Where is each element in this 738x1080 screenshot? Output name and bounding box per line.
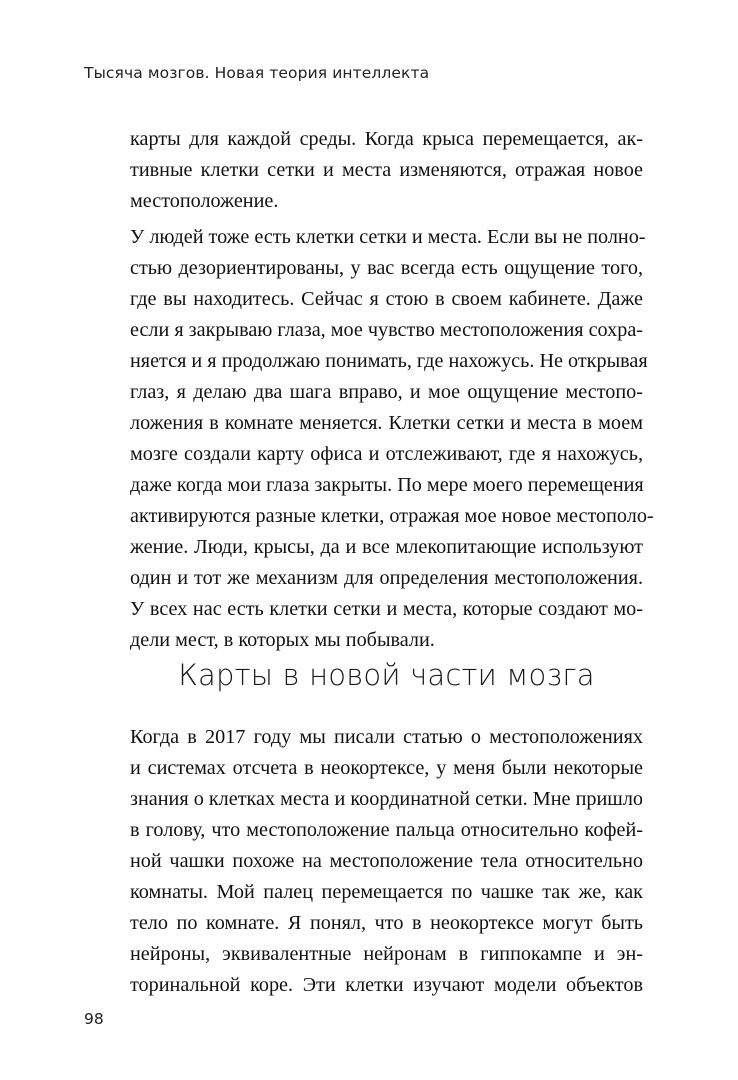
section-heading: Карты в новой части мозга [178,658,595,692]
paragraph-humans [130,222,654,656]
text-line: карты для каждой среды. Когда крыса перемещается, ак- [130,128,643,150]
text-line: один и тот же механизм для определения местоположения. [130,567,643,589]
text-line: Когда в 2017 году мы писали статью о местоположениях [130,726,643,748]
text-line: тивные клетки сетки и места изменяются, отражая новое [130,159,643,181]
running-title: Тысяча мозгов. Новая теория интеллекта [84,64,430,82]
text-line: ложения в комнате меняется. Клетки сетки и места в моем [130,412,643,434]
paragraph-continued [130,124,643,217]
text-line: глаз, я делаю два шага вправо, и мое ощущение местопо- [130,381,643,403]
text-line: в голову, что местоположение пальца относительно кофей- [130,819,643,841]
text-line: няется и я продолжаю понимать, где нахожусь. Не открывая [130,350,648,372]
text-line: если я закрываю глаза, мое чувство местоположения сохра- [130,319,643,341]
text-line: где вы находитесь. Сейчас я стою в своем кабинете. Даже [130,288,643,310]
text-line: активируются разные клетки, отражая мое новое местополо- [130,505,654,527]
text-line: торинальной коре. Эти клетки изучают модели объектов [130,974,643,996]
page-number: 98 [84,1010,104,1028]
text-line: нейроны, эквивалентные нейронам в гиппокампе и эн- [130,943,643,965]
text-line: и системах отсчета в неокортексе, у меня были некоторые [130,757,643,779]
text-line: дели мест, в которых мы побывали. [130,629,435,651]
paragraph-section [130,722,643,1001]
text-line: стью дезориентированы, у вас всегда есть ощущение того, [130,257,643,279]
text-line: тело по комнате. Я понял, что в неокортексе могут быть [130,912,643,934]
text-line: знания о клетках места и координатной сетки. Мне пришло [130,788,643,810]
text-line: У людей тоже есть клетки сетки и места. Если вы не полно- [130,226,646,248]
text-line: У всех нас есть клетки сетки и места, которые создают мо- [130,598,643,620]
text-line: ной чашки похоже на местоположение тела относительно [130,850,643,872]
text-line: жение. Люди, крысы, да и все млекопитающие используют [130,536,643,558]
text-line: мозге создали карту офиса и отслеживают, где я нахожусь, [130,443,643,465]
text-line: местоположение. [130,190,279,212]
text-line: даже когда мои глаза закрыты. По мере моего перемещения [130,474,644,496]
text-line: комнаты. Мой палец перемещается по чашке так же, как [130,881,643,903]
